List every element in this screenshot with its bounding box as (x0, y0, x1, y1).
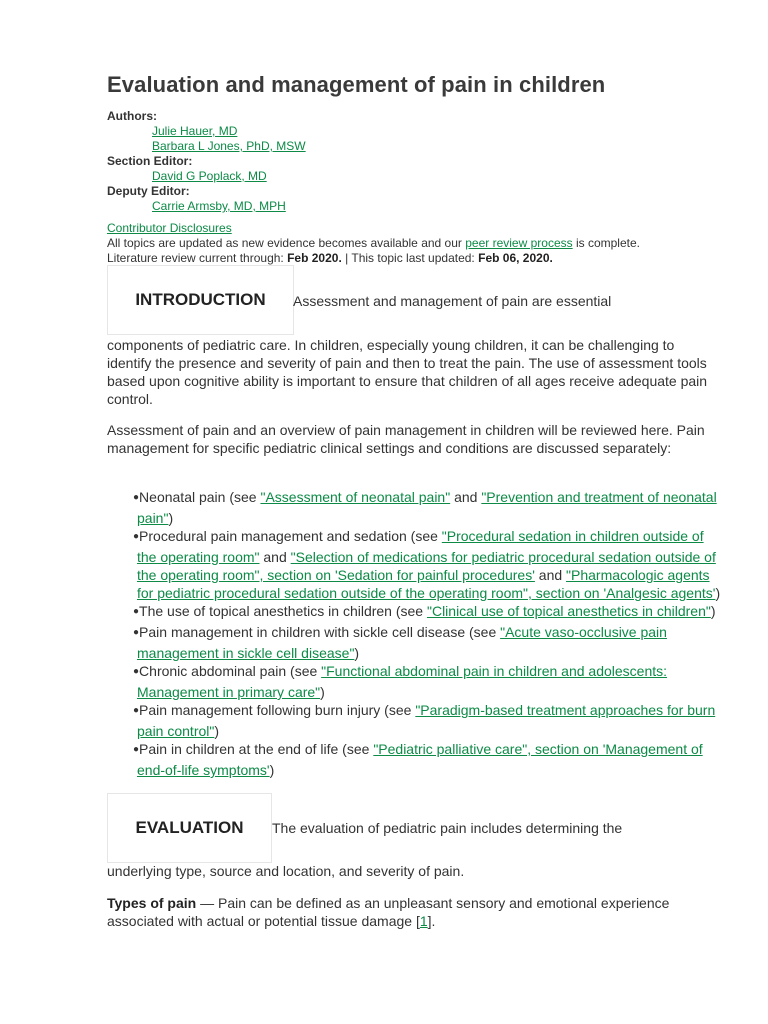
types-of-pain-paragraph: Types of pain — Pain can be defined as an unpleasant sensory and emotional experience associated with actual or potential tissue damage [1]. (107, 895, 670, 929)
section-editor-label: Section Editor: (107, 154, 193, 168)
contributor-disclosures-link[interactable]: Contributor Disclosures (107, 221, 232, 235)
related-topics-list (133, 488, 723, 779)
deputy-editor-link[interactable]: Carrie Armsby, MD, MPH (152, 199, 286, 213)
topic-link[interactable]: "Functional abdominal pain in children and adolescents: Management in primary care" (137, 663, 668, 700)
deputy-editor-label: Deputy Editor: (107, 184, 190, 198)
update-notice: All topics are updated as new evidence becomes available and our peer review process is complete. (107, 236, 640, 250)
list-item: ●The use of topical anesthetics in children (see "Clinical use of topical anesthetics in children") (133, 603, 716, 619)
introduction-paragraph-2: Assessment of pain and an overview of pain management in children will be reviewed here. Pain management for specific pediatric clinical settings and conditions are discussed separately: (107, 422, 705, 456)
topic-link[interactable]: "Procedural sedation in children outside of the operating room" (137, 528, 704, 565)
introduction-paragraph-1: components of pediatric care. In children, especially young children, it can be challenging to identify the presence and severity of pain and then to treat the pain. The use of assessment tools based upon cognitive ability is important to ensure that children of all ages receive adequate pain control. (107, 337, 708, 407)
list-item: ●Neonatal pain (see "Assessment of neonatal pain" and "Prevention and treatment of neonatal pain") (133, 489, 717, 526)
list-item: ●Pain in children at the end of life (see "Pediatric palliative care", section on 'Management of end-of-life symptoms') (133, 741, 703, 778)
last-updated-date: Feb 06, 2020. (478, 251, 553, 265)
topic-link[interactable]: "Assessment of neonatal pain" (260, 489, 451, 505)
list-item: ●Pain management following burn injury (see "Paradigm-based treatment approaches for burn pain control") (133, 702, 716, 739)
disclosures-block (107, 221, 707, 266)
authors-label: Authors: (107, 109, 157, 123)
author-link-2[interactable]: Barbara L Jones, PhD, MSW (152, 139, 306, 153)
topic-link[interactable]: "Clinical use of topical anesthetics in children" (426, 603, 711, 619)
article-meta (107, 109, 707, 214)
page-title: Evaluation and management of pain in children (107, 72, 606, 97)
section-editor-link[interactable]: David G Poplack, MD (152, 169, 267, 183)
topic-link[interactable]: "Paradigm-based treatment approaches for burn pain control" (137, 702, 716, 739)
evaluation-heading: EVALUATION (107, 793, 272, 863)
list-item: ●Pain management in children with sickle cell disease (see "Acute vaso-occlusive pain management in sickle cell disease") (133, 624, 667, 661)
lit-review-date: Feb 2020. (287, 251, 342, 265)
review-dates: Literature review current through: Feb 2020. | This topic last updated: Feb 06, 2020. (107, 251, 553, 265)
introduction-lead: Assessment and management of pain are essential (293, 293, 612, 309)
types-of-pain-label: Types of pain (107, 895, 197, 911)
topic-link[interactable]: "Selection of medications for pediatric procedural sedation outside of the operating room", section on 'Sedation for painful procedures' (137, 549, 716, 583)
evaluation-paragraph: underlying type, source and location, and severity of pain. (107, 863, 465, 879)
topic-link[interactable]: "Acute vaso-occlusive pain management in sickle cell disease" (137, 624, 667, 661)
topic-link[interactable]: "Prevention and treatment of neonatal pain" (137, 489, 717, 526)
introduction-heading: INTRODUCTION (107, 265, 294, 335)
topic-link[interactable]: "Pediatric palliative care", section on 'Management of end-of-life symptoms' (137, 741, 703, 778)
list-item: ●Chronic abdominal pain (see "Functional abdominal pain in children and adolescents: Management in primary care") (133, 663, 668, 700)
peer-review-link[interactable]: peer review process (465, 236, 573, 250)
topic-link[interactable]: "Pharmacologic agents for pediatric procedural sedation outside of the operating room", section on 'Analgesic agents' (137, 567, 716, 601)
evaluation-lead: The evaluation of pediatric pain includes determining the (272, 820, 623, 836)
reference-link[interactable]: 1 (419, 913, 428, 929)
list-item: ●Procedural pain management and sedation (see "Procedural sedation in children outside of the operating room" and "Selection of medications for pediatric procedural sedation outside of the operating room", section on 'Sedation for painful procedures' and "Pharmacologic agents for pediatric procedural sedation outside of the operating room", section on 'Analgesic agents') (133, 528, 721, 601)
author-link-1[interactable]: Julie Hauer, MD (152, 124, 238, 138)
